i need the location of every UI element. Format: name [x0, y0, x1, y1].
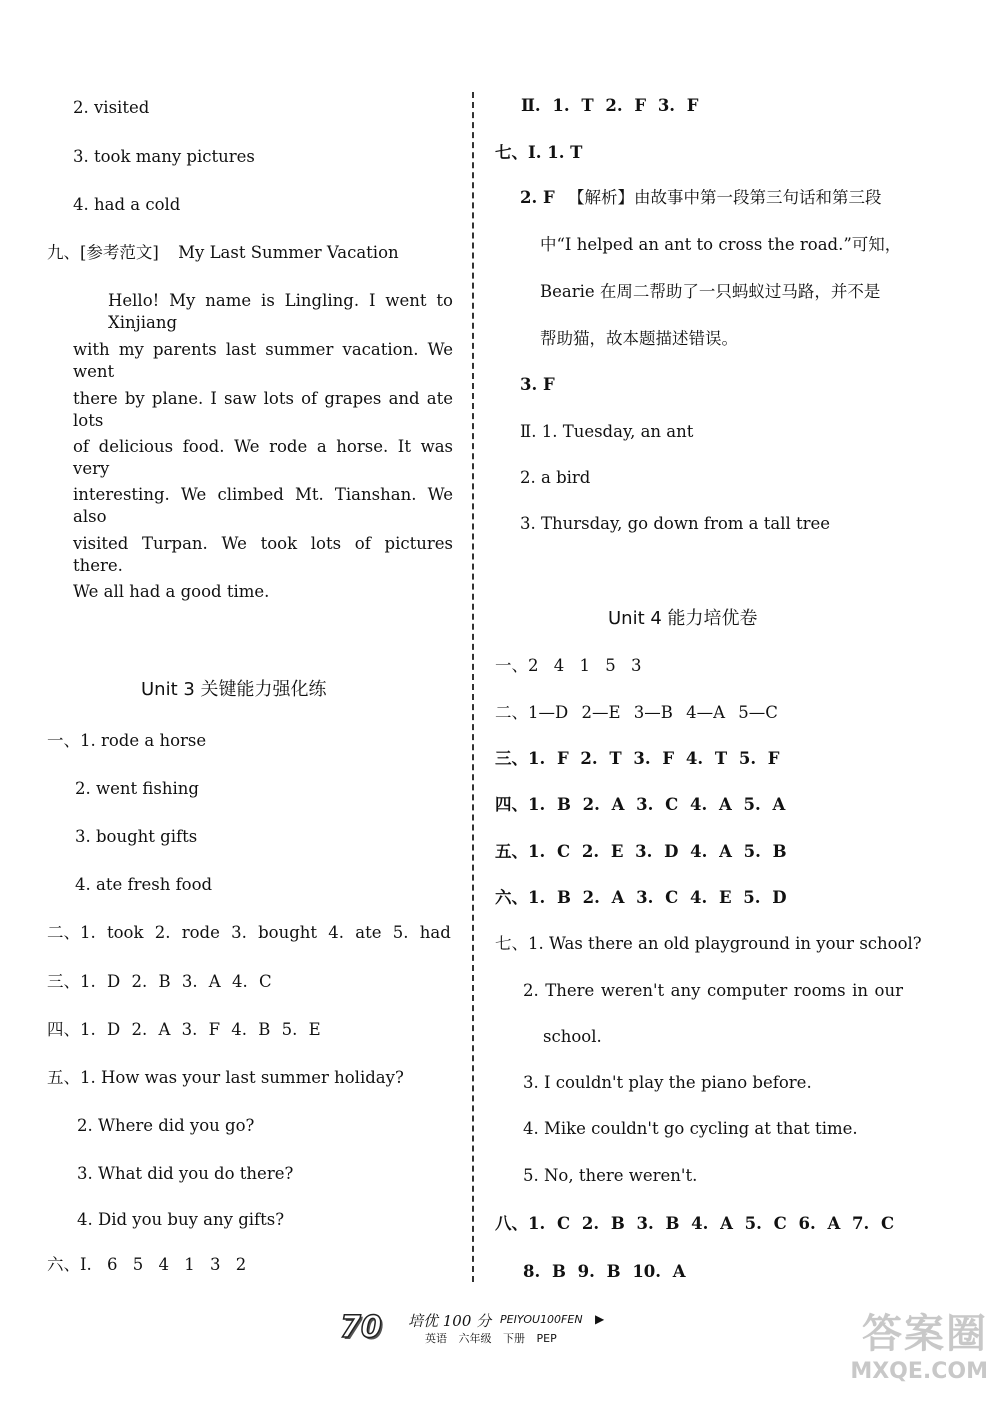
answer-line: school. [543, 1027, 602, 1046]
subject-line: 英语 六年级 下册 PEP [425, 1332, 557, 1345]
analysis-note: 【解析】由故事中第一段第三句话和第三段 [567, 188, 882, 207]
essay-line: of delicious food. We rode a horse. It was very [73, 437, 453, 478]
answer-line: 4. Mike couldn't go cycling at that time. [523, 1119, 858, 1138]
answer-line: 3. I couldn't play the piano before. [523, 1073, 812, 1092]
answer-line: 3. Thursday, go down from a tall tree [520, 514, 831, 533]
answer-line: 2. Where did you go? [77, 1116, 255, 1135]
page-number: 70 [340, 1310, 382, 1345]
watermark-url: MXQE.COM [850, 1359, 988, 1384]
answer-line: 五、1. C 2. E 3. D 4. A 5. B [495, 842, 787, 861]
answer-line: 2. a bird [520, 468, 591, 487]
answer-line: 三、1. F 2. T 3. F 4. T 5. F [495, 749, 780, 768]
answer-line: 四、1. B 2. A 3. C 4. A 5. A [495, 795, 786, 814]
answer-line: 4. Did you buy any gifts? [77, 1210, 285, 1229]
brand-pinyin: PEIYOU100FEN [500, 1313, 583, 1326]
answer-line: 六、1. B 2. A 3. C 4. E 5. D [495, 888, 787, 907]
answer-line: 2. visited [73, 98, 150, 117]
answer-line: 3. bought gifts [75, 827, 198, 846]
answer-line: 2. There weren't any computer rooms in our [523, 981, 903, 1000]
answer-prefix: 2. F [520, 188, 555, 207]
model-essay-prefix: 九、[参考范文] [47, 243, 159, 262]
unit4-heading: Unit 4 能力培优卷 [608, 608, 758, 629]
answer-line [520, 187, 881, 209]
answer-line: 4. had a cold [73, 195, 181, 214]
essay-line: Hello! My name is Lingling. I went to Xinjiang [108, 291, 453, 332]
answer-line: 六、Ⅰ. 6 5 4 1 3 2 [47, 1255, 247, 1274]
essay-line: there by plane. I saw lots of grapes and ate lots [73, 389, 453, 430]
answer-line: 四、1. D 2. A 3. F 4. B 5. E [47, 1020, 321, 1039]
answer-line: 3. took many pictures [73, 147, 255, 166]
answer-line: 八、1. C 2. B 3. B 4. A 5. C 6. A 7. C [495, 1214, 895, 1233]
unit3-heading: Unit 3 关键能力强化练 [141, 679, 327, 700]
analysis-line: 中“I helped an ant to cross the road.”可知， [540, 235, 902, 254]
answer-line: 8. B 9. B 10. A [523, 1262, 686, 1281]
answer-line: Ⅱ. 1. Tuesday, an ant [520, 422, 694, 441]
page-footer [340, 1310, 640, 1350]
essay-line: interesting. We climbed Mt. Tianshan. We also [73, 485, 453, 526]
play-arrow-icon: ▶ [595, 1312, 605, 1326]
essay-line: visited Turpan. We took lots of pictures there. [73, 534, 453, 575]
model-essay-label [47, 242, 399, 264]
answer-line: 二、1—D 2—E 3—B 4—A 5—C [495, 703, 778, 722]
answer-line: 二、1. took 2. rode 3. bought 4. ate 5. had [47, 923, 451, 942]
watermark-logo: 答案圈 [862, 1311, 988, 1357]
answer-line: 一、2 4 1 5 3 [495, 656, 642, 675]
answer-line: 3. F [520, 375, 555, 394]
answer-line: 3. What did you do there? [77, 1164, 294, 1183]
answer-line: 三、1. D 2. B 3. A 4. C [47, 972, 272, 991]
answer-line: Ⅱ. 1. T 2. F 3. F [521, 96, 699, 115]
answer-line: 5. No, there weren't. [523, 1166, 698, 1185]
answer-line: 一、1. rode a horse [47, 731, 207, 750]
watermark [788, 1302, 988, 1392]
answer-line: 4. ate fresh food [75, 875, 213, 894]
answer-line: 七、1. Was there an old playground in your school? [495, 934, 922, 953]
answer-line: 2. went fishing [75, 779, 199, 798]
model-essay-title: My Last Summer Vacation [178, 243, 399, 262]
column-divider [472, 92, 474, 1282]
answer-line: 七、Ⅰ. 1. T [495, 143, 583, 162]
answer-line: 五、1. How was your last summer holiday? [47, 1068, 404, 1087]
brand-name: 培优 100 分 [408, 1312, 492, 1330]
analysis-line: 帮助猫，故本题描述错误。 [540, 329, 738, 348]
essay-line: with my parents last summer vacation. We went [73, 340, 453, 381]
analysis-line: Bearie 在周二帮助了一只蚂蚁过马路，并不是 [540, 282, 881, 301]
essay-line: We all had a good time. [73, 582, 270, 601]
